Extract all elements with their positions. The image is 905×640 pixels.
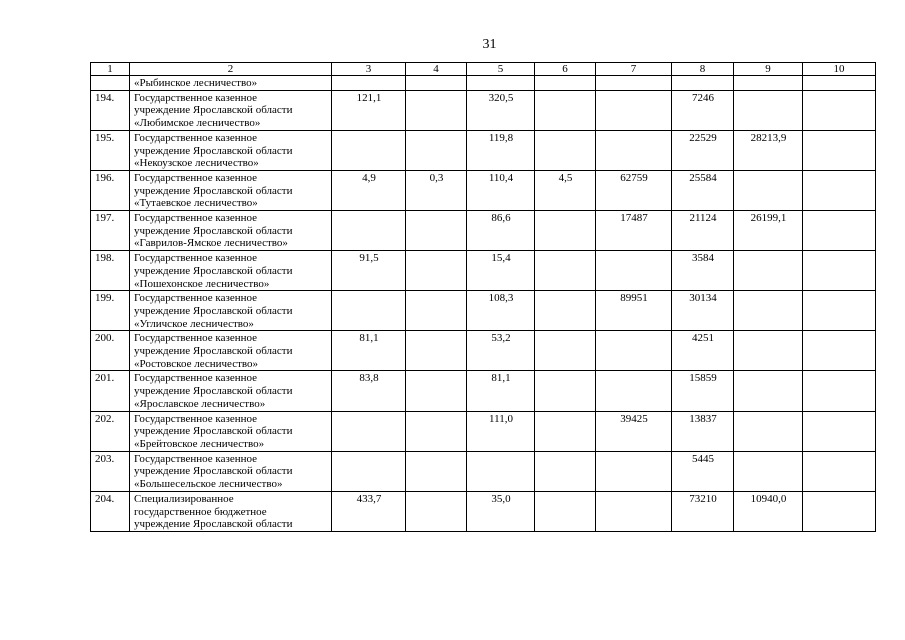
- value-cell-9: [734, 251, 803, 291]
- value-cell-10: [803, 331, 876, 371]
- organization-name-line: Специализированное: [134, 492, 234, 505]
- organization-name-line: «Брейтовское лесничество»: [134, 437, 265, 450]
- value-cell-8: 73210: [672, 491, 734, 531]
- value-cell-7: 17487: [596, 211, 672, 251]
- value-cell-4: [406, 491, 467, 531]
- value-cell-10: [803, 211, 876, 251]
- table-row: [91, 371, 876, 411]
- value-cell-9: [734, 371, 803, 411]
- table-row: [91, 331, 876, 371]
- organization-name-cell: [130, 90, 332, 130]
- value-cell: [535, 76, 596, 91]
- header-row: [91, 63, 876, 76]
- organization-name-line: «Гаврилов-Ямское лесничество»: [134, 237, 288, 250]
- value-cell-4: [406, 130, 467, 170]
- organization-name-line: учреждение Ярославской области: [134, 425, 293, 438]
- value-cell: [467, 76, 535, 91]
- value-cell-3: [332, 291, 406, 331]
- value-cell-3: [332, 211, 406, 251]
- header-cell: 9: [734, 63, 803, 76]
- organization-name-line: «Угличское лесничество»: [134, 317, 254, 330]
- value-cell-5: [467, 451, 535, 491]
- value-cell-7: [596, 491, 672, 531]
- row-number-cell: 197.: [91, 211, 130, 251]
- organization-name-line: учреждение Ярославской области: [134, 465, 293, 478]
- value-cell-10: [803, 411, 876, 451]
- organization-name-line: Государственное казенное: [134, 412, 258, 425]
- organization-name-line: учреждение Ярославской области: [134, 104, 293, 117]
- value-cell-6: [535, 411, 596, 451]
- value-cell-9: [734, 331, 803, 371]
- value-cell-9: [734, 291, 803, 331]
- value-cell: [803, 76, 876, 91]
- value-cell-4: [406, 251, 467, 291]
- table-row: [91, 130, 876, 170]
- value-cell-6: [535, 130, 596, 170]
- value-cell-9: [734, 170, 803, 210]
- value-cell-3: [332, 130, 406, 170]
- organization-name-line: учреждение Ярославской области: [134, 184, 293, 197]
- value-cell-7: 62759: [596, 170, 672, 210]
- organization-name-line: Государственное казенное: [134, 171, 258, 184]
- value-cell-4: 0,3: [406, 170, 467, 210]
- organization-name-line: Государственное казенное: [134, 131, 258, 144]
- page-number: [0, 37, 905, 53]
- value-cell-6: [535, 331, 596, 371]
- header-cell: 5: [467, 63, 535, 76]
- value-cell-7: [596, 331, 672, 371]
- value-cell-9: [734, 90, 803, 130]
- value-cell-3: 121,1: [332, 90, 406, 130]
- organization-name-cell: [130, 411, 332, 451]
- organization-name-cell: [130, 76, 332, 91]
- table-row: [91, 491, 876, 531]
- organization-name-cell: [130, 251, 332, 291]
- value-cell-5: 119,8: [467, 130, 535, 170]
- value-cell-3: [332, 451, 406, 491]
- row-number-cell: 200.: [91, 331, 130, 371]
- value-cell-5: 81,1: [467, 371, 535, 411]
- value-cell-5: 110,4: [467, 170, 535, 210]
- row-number-cell: 196.: [91, 170, 130, 210]
- value-cell-3: 4,9: [332, 170, 406, 210]
- table-row: [91, 411, 876, 451]
- value-cell-8: 3584: [672, 251, 734, 291]
- table-row: [91, 251, 876, 291]
- value-cell: [734, 76, 803, 91]
- value-cell-6: [535, 451, 596, 491]
- value-cell-5: 320,5: [467, 90, 535, 130]
- header-cell: 4: [406, 63, 467, 76]
- value-cell-4: [406, 411, 467, 451]
- value-cell-9: 28213,9: [734, 130, 803, 170]
- row-number-cell: 204.: [91, 491, 130, 531]
- value-cell: [672, 76, 734, 91]
- value-cell-3: 91,5: [332, 251, 406, 291]
- value-cell-3: 81,1: [332, 331, 406, 371]
- row-number-cell: [91, 76, 130, 91]
- value-cell-7: 89951: [596, 291, 672, 331]
- organization-name-line: «Тутаевское лесничество»: [134, 197, 258, 210]
- value-cell-10: [803, 491, 876, 531]
- organization-name-line: «Рыбинское лесничество»: [134, 77, 258, 89]
- table-row: [91, 451, 876, 491]
- value-cell-8: 5445: [672, 451, 734, 491]
- organization-name-line: Государственное казенное: [134, 91, 258, 104]
- table-row: [91, 211, 876, 251]
- value-cell-10: [803, 451, 876, 491]
- organization-name-line: Государственное казенное: [134, 332, 258, 345]
- value-cell-8: 21124: [672, 211, 734, 251]
- value-cell-9: 10940,0: [734, 491, 803, 531]
- organization-name-line: Государственное казенное: [134, 292, 258, 305]
- organization-name-line: «Любимское лесничество»: [134, 117, 261, 130]
- value-cell-10: [803, 90, 876, 130]
- value-cell-6: [535, 371, 596, 411]
- organization-name-line: «Большесельское лесничество»: [134, 478, 283, 491]
- organization-name-line: «Пошехонское лесничество»: [134, 277, 270, 290]
- value-cell-7: [596, 90, 672, 130]
- organization-name-cell: [130, 291, 332, 331]
- value-cell-9: 26199,1: [734, 211, 803, 251]
- organization-name-line: «Ярославское лесничество»: [134, 397, 266, 410]
- value-cell-8: 22529: [672, 130, 734, 170]
- table-row: [91, 291, 876, 331]
- value-cell-8: 25584: [672, 170, 734, 210]
- organization-name-line: учреждение Ярославской области: [134, 264, 293, 277]
- organization-name-cell: [130, 491, 332, 531]
- organization-name-line: учреждение Ярославской области: [134, 345, 293, 358]
- value-cell-5: 111,0: [467, 411, 535, 451]
- value-cell-7: [596, 130, 672, 170]
- value-cell-6: [535, 211, 596, 251]
- value-cell-8: 4251: [672, 331, 734, 371]
- value-cell-6: [535, 291, 596, 331]
- value-cell-5: 108,3: [467, 291, 535, 331]
- value-cell-7: [596, 451, 672, 491]
- table-row: [91, 170, 876, 210]
- value-cell-8: 13837: [672, 411, 734, 451]
- value-cell-3: 433,7: [332, 491, 406, 531]
- header-cell: 1: [91, 63, 130, 76]
- row-number-cell: 201.: [91, 371, 130, 411]
- value-cell-4: [406, 331, 467, 371]
- organization-name-line: учреждение Ярославской области: [134, 304, 293, 317]
- header-cell: 3: [332, 63, 406, 76]
- value-cell: [406, 76, 467, 91]
- page-number-text: 31: [482, 37, 497, 52]
- organization-name-line: Государственное казенное: [134, 372, 258, 385]
- organization-name-cell: [130, 331, 332, 371]
- row-number-cell: 203.: [91, 451, 130, 491]
- row-number-cell: 199.: [91, 291, 130, 331]
- organization-name-cell: [130, 170, 332, 210]
- value-cell-3: 83,8: [332, 371, 406, 411]
- organization-name-line: «Ростовское лесничество»: [134, 357, 259, 370]
- value-cell-9: [734, 411, 803, 451]
- table-body: [91, 63, 876, 532]
- value-cell-6: [535, 491, 596, 531]
- value-cell-10: [803, 130, 876, 170]
- organization-name-line: учреждение Ярославской области: [134, 518, 293, 531]
- row-number-cell: 195.: [91, 130, 130, 170]
- value-cell-4: [406, 291, 467, 331]
- header-cell: 6: [535, 63, 596, 76]
- organization-name-line: учреждение Ярославской области: [134, 385, 293, 398]
- header-cell: 2: [130, 63, 332, 76]
- value-cell-4: [406, 211, 467, 251]
- continuation-row: [91, 76, 876, 91]
- row-number-cell: 194.: [91, 90, 130, 130]
- value-cell-6: [535, 251, 596, 291]
- value-cell-5: 53,2: [467, 331, 535, 371]
- row-number-cell: 202.: [91, 411, 130, 451]
- value-cell-4: [406, 451, 467, 491]
- value-cell-3: [332, 411, 406, 451]
- value-cell-5: 86,6: [467, 211, 535, 251]
- organization-name-line: Государственное казенное: [134, 252, 258, 265]
- value-cell-4: [406, 371, 467, 411]
- organization-name-line: Государственное казенное: [134, 452, 258, 465]
- value-cell-8: 30134: [672, 291, 734, 331]
- organization-name-line: учреждение Ярославской области: [134, 224, 293, 237]
- table-row: [91, 90, 876, 130]
- value-cell-10: [803, 251, 876, 291]
- organization-name-cell: [130, 130, 332, 170]
- header-cell: 7: [596, 63, 672, 76]
- organization-name-line: учреждение Ярославской области: [134, 144, 293, 157]
- forestry-table: [90, 62, 876, 532]
- value-cell: [332, 76, 406, 91]
- value-cell-9: [734, 451, 803, 491]
- organization-name-cell: [130, 371, 332, 411]
- organization-name-line: Государственное казенное: [134, 212, 258, 225]
- header-cell: 8: [672, 63, 734, 76]
- organization-name-cell: [130, 451, 332, 491]
- value-cell-7: 39425: [596, 411, 672, 451]
- value-cell: [596, 76, 672, 91]
- row-number-cell: 198.: [91, 251, 130, 291]
- header-cell: 10: [803, 63, 876, 76]
- value-cell-4: [406, 90, 467, 130]
- value-cell-8: 7246: [672, 90, 734, 130]
- value-cell-7: [596, 251, 672, 291]
- organization-name-cell: [130, 211, 332, 251]
- value-cell-8: 15859: [672, 371, 734, 411]
- value-cell-10: [803, 170, 876, 210]
- value-cell-7: [596, 371, 672, 411]
- value-cell-6: 4,5: [535, 170, 596, 210]
- value-cell-5: 15,4: [467, 251, 535, 291]
- organization-name-line: «Некоузское лесничество»: [134, 157, 259, 170]
- value-cell-10: [803, 291, 876, 331]
- value-cell-6: [535, 90, 596, 130]
- value-cell-5: 35,0: [467, 491, 535, 531]
- organization-name-line: государственное бюджетное: [134, 505, 267, 518]
- value-cell-10: [803, 371, 876, 411]
